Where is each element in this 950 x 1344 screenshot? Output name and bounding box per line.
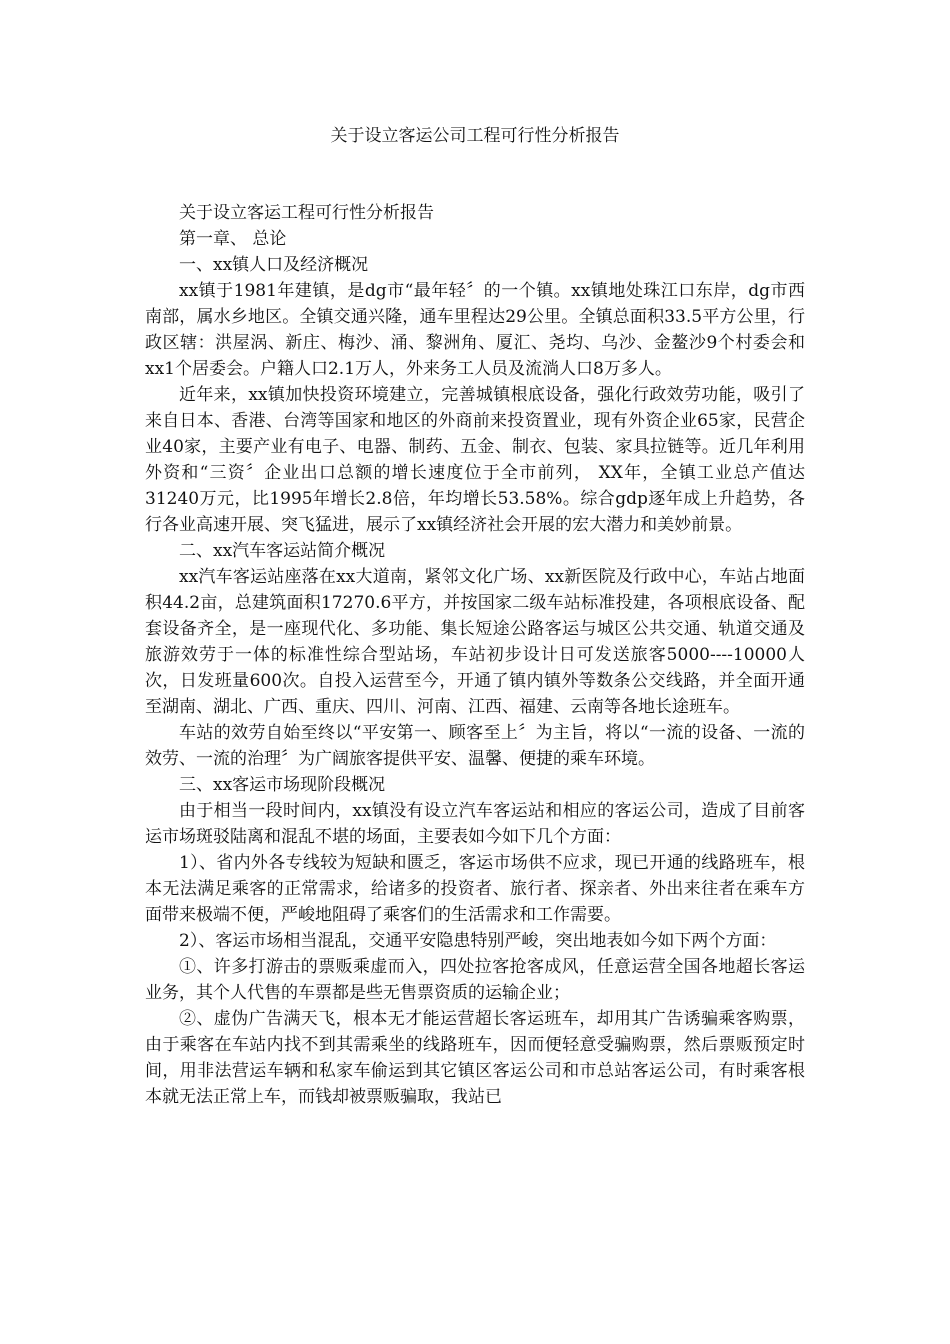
document-body <box>145 200 805 1110</box>
section-heading: 一、xx镇人口及经济概况 <box>179 255 369 275</box>
body-paragraph: xx汽车客运站座落在xx大道南，紧邻文化广场、xx新医院及行政中心，车站占地面积44.2亩，总建筑面积17270.6平方，并按国家二级车站标准投建，各项根底设备、配套设备齐全，是一座现代化、多功能、集长短途公路客运与城区公共交通、轨道交通及旅游效劳于一体的标准性综合型站场，车站初步设计日可发送旅客5000----10000人次，日发班量600次。自投入运营至今，开通了镇内镇外等数条公交线路，并全面开通至湖南、湖北、广西、重庆、四川、河南、江西、福建、云南等各地长途班车。 <box>145 567 805 717</box>
body-paragraph: xx镇于1981年建镇，是dg市“最年轻〞的一个镇。xx镇地处珠江口东岸，dg市西南部，属水乡地区。全镇交通兴隆，通车里程达29公里。全镇总面积33.5平方公里，行政区辖：洪屋涡、新庄、梅沙、涌、黎洲角、厦汇、尧均、乌沙、金鳌沙9个村委会和xx1个居委会。户籍人口2.1万人，外来务工人员及流淌人口8万多人。 <box>145 281 805 379</box>
list-subitem: ①、许多打游击的票贩乘虚而入，四处拉客抢客成风，任意运营全国各地超长客运业务，其个人代售的车票都是些无售票资质的运输企业； <box>145 957 805 1003</box>
document-title: 关于设立客运公司工程可行性分析报告 <box>330 126 620 146</box>
list-subitem: ②、虚伪广告满天飞，根本无才能运营超长客运班车，却用其广告诱骗乘客购票，由于乘客在车站内找不到其需乘坐的线路班车，因而便轻意受骗购票，然后票贩预定时间，用非法营运车辆和私家车偷运到其它镇区客运公司和市总站客运公司，有时乘客根本就无法正常上车，而钱却被票贩骗取，我站已 <box>145 1009 805 1107</box>
body-paragraph: 车站的效劳自始至终以“平安第一、顾客至上〞为主旨，将以“一流的设备、一流的效劳、一流的治理〞为广阔旅客提供平安、温馨、便捷的乘车环境。 <box>145 723 805 769</box>
body-paragraph: 近年来，xx镇加快投资环境建立，完善城镇根底设备，强化行政效劳功能，吸引了来自日本、香港、台湾等国家和地区的外商前来投资置业，现有外资企业65家，民营企业40家，主要产业有电子、电器、制药、五金、制衣、包装、家具拉链等。近几年利用外资和“三资〞企业出口总额的增长速度位于全市前列， XX年，全镇工业总产值达31240万元，比1995年增长2.8倍，年均增长53.58%。综合gdp逐年成上升趋势，各行各业高速开展、突飞猛进，展示了xx镇经济社会开展的宏大潜力和美妙前景。 <box>145 385 805 535</box>
section-heading: 三、xx客运市场现阶段概况 <box>179 775 386 795</box>
body-paragraph: 由于相当一段时间内，xx镇没有设立汽车客运站和相应的客运公司，造成了目前客运市场斑驳陆离和混乱不堪的场面，主要表如今如下几个方面： <box>145 801 805 847</box>
section-heading: 关于设立客运工程可行性分析报告 <box>179 203 434 223</box>
chapter-heading: 第一章、 总论 <box>179 229 287 249</box>
section-heading: 二、xx汽车客运站简介概况 <box>179 541 386 561</box>
list-item: 1）、省内外各专线较为短缺和匮乏，客运市场供不应求，现已开通的线路班车，根本无法满足乘客的正常需求，给诸多的投资者、旅行者、探亲者、外出来往者在乘车方面带来极端不便，严峻地阻碍了乘客们的生活需求和工作需要。 <box>145 853 805 925</box>
list-item: 2）、客运市场相当混乱，交通平安隐患特别严峻，突出地表如今如下两个方面： <box>179 931 777 951</box>
